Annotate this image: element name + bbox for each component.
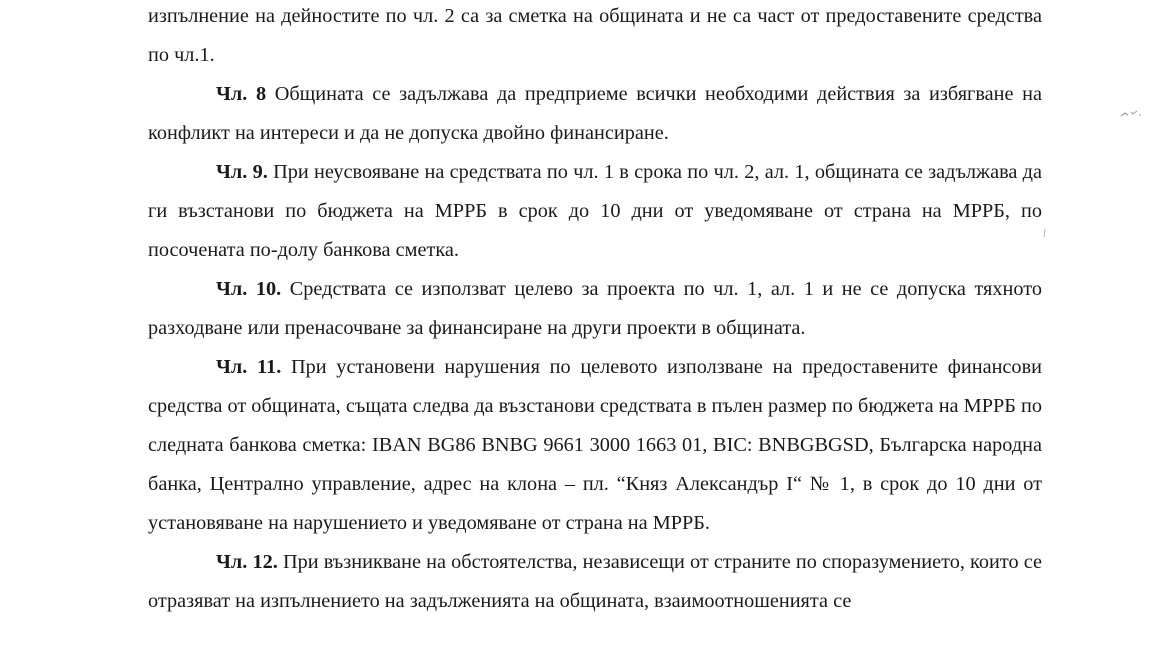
article-text: При възникване на обстоятелства, независещи от страните по споразумението, които се отразяват на изпълнението на задълженията на общината, взаимоотношенията се (148, 551, 1042, 612)
article-8 (148, 75, 1042, 153)
article-label: Чл. 12. (216, 551, 278, 573)
article-text: При неусвояване на средствата по чл. 1 в срока по чл. 2, ал. 1, общината се задължава да ги възстанови по бюджета на МРРБ в срок до 10 дни от уведомяване от страна на МРРБ, по посочената по-долу банкова сметка. (148, 161, 1042, 261)
article-label: Чл. 10. (216, 278, 282, 300)
paragraph-text: изпълнение на дейностите по чл. 2 са за сметка на общината и не са част от предоставените средства по чл.1. (148, 5, 1042, 66)
scan-artifact-icon (1120, 108, 1142, 120)
article-label: Чл. 9. (216, 161, 268, 183)
article-10 (148, 270, 1042, 348)
article-label: Чл. 8 (216, 83, 267, 105)
article-11 (148, 348, 1042, 543)
scan-speck-icon (1042, 228, 1048, 238)
paragraph-continuation (148, 0, 1042, 75)
article-9 (148, 153, 1042, 270)
article-text: При установени нарушения по целевото използване на предоставените финансови средства от общината, същата следва да възстанови средствата в пълен размер по бюджета на МРРБ по следната банкова сметка: IBAN BG86 BNBG 9661 3000 1663 01, BIC: BNBGBGSD, Българска народна банка, Централно управление, адрес на клона – пл. “Княз Александър I“ № 1, в срок до 10 дни от установяване на нарушението и уведомяване от страна на МРРБ. (148, 356, 1042, 534)
document-body (148, 0, 1042, 621)
article-text: Средствата се използват целево за проекта по чл. 1, ал. 1 и не се допуска тяхното разходване или пренасочване за финансиране на други проекти в общината. (148, 278, 1042, 339)
article-label: Чл. 11. (216, 356, 282, 378)
article-text: Общината се задължава да предприеме всички необходими действия за избягване на конфликт на интереси и да не допуска двойно финансиране. (148, 83, 1042, 144)
article-12 (148, 543, 1042, 621)
